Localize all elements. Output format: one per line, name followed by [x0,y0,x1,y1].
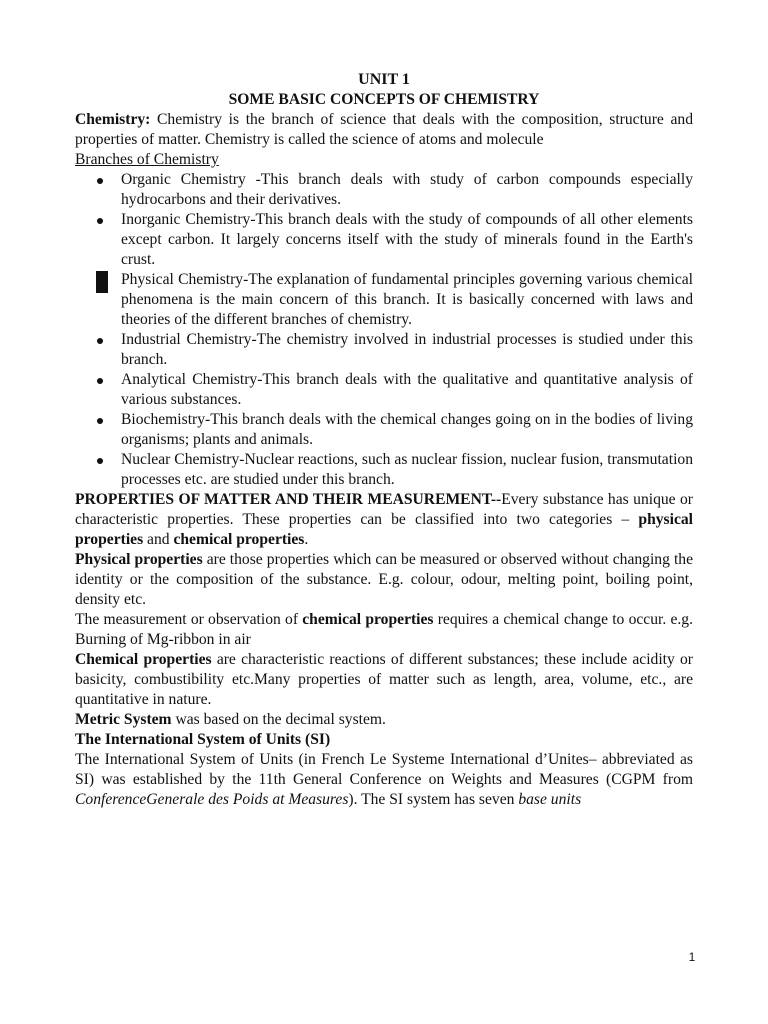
si-italic-name: ConferenceGenerale des Poids at Measures [75,791,349,808]
list-item-text: Physical Chemistry-The explanation of fundamental principles governing various chemical phenomena is the main concern of this branch. It is basically concerned with laws and theories of the different branches of chemistry. [121,271,693,328]
si-heading-text: The International System of Units (SI) [75,731,331,748]
metric-term: Metric System [75,711,172,728]
list-item [75,410,693,450]
physical-properties-term: physical properties [75,511,693,548]
chemistry-text: Chemistry is the branch of science that deals with the composition, structure and properties of matter. Chemistry is called the science of atoms and molecule [75,111,693,148]
branches-heading: Branches of Chemistry [75,151,219,168]
connector-text: and [143,531,174,548]
list-item-text: Inorganic Chemistry-This branch deals with the study of compounds of all other elements except carbon. It largely concerns itself with the study of minerals found in the Earth's crust. [121,211,693,268]
measurement-paragraph [75,610,693,650]
list-item-text: Industrial Chemistry-The chemistry involved in industrial processes is studied under this branch. [121,331,693,368]
square-bullet-icon [96,271,108,293]
list-item [75,210,693,270]
si-heading [75,730,693,750]
chemical-properties-term: chemical properties [173,531,305,548]
list-item-text: Organic Chemistry -This branch deals with study of carbon compounds especially hydrocarbons and their derivatives. [121,171,693,208]
branches-list [75,170,693,490]
chemistry-term: Chemistry: [75,111,151,128]
unit-heading: UNIT 1 [358,71,410,88]
bullet-icon [97,178,103,184]
chemical-text: are characteristic reactions of different substances; these include acidity or basicity, combustibility etc.Many properties of matter such as length, area, volume, etc., are quantitative in nature. [75,651,694,708]
properties-text: Every substance has unique or characteristic properties. These properties can be classified into two categories – [75,491,693,528]
list-item-text: Biochemistry-This branch deals with the chemical changes going on in the bodies of living organisms; plants and animals. [121,411,693,448]
list-item-text: Nuclear Chemistry-Nuclear reactions, such as nuclear fission, nuclear fusion, transmutation processes etc. are studied under this branch. [121,451,693,488]
physical-text: are those properties which can be measured or observed without changing the identity or the composition of the substance. E.g. colour, odour, melting point, boiling point, density etc. [75,551,693,608]
page-number: 1 [688,950,696,964]
measurement-term: chemical properties [302,611,434,628]
list-item [75,450,693,490]
chemical-properties-paragraph [75,650,693,710]
measurement-text: The measurement or observation of [75,611,303,628]
bullet-icon [97,378,103,384]
document-page [75,70,693,810]
bullet-icon [97,218,103,224]
si-text-end: ). The SI system has seven [348,791,519,808]
chemistry-definition [75,110,693,150]
si-base-units: base units [518,791,582,808]
properties-paragraph [75,490,693,550]
period-text: . [304,531,309,548]
physical-term: Physical properties [75,551,203,568]
list-item [75,370,693,410]
properties-heading: PROPERTIES OF MATTER AND THEIR MEASUREMENT-- [75,491,502,508]
bullet-icon [97,338,103,344]
list-item-text: Analytical Chemistry-This branch deals with the qualitative and quantitative analysis of various substances. [121,371,693,408]
si-paragraph [75,750,693,810]
measurement-text-end: requires a chemical change to occur. e.g. Burning of Mg-ribbon in air [75,611,693,648]
si-text: The International System of Units (in French Le Systeme International d’Unites– abbreviated as SI) was established by the 11th General Conference on Weights and Measures (CGPM from [75,751,693,788]
bullet-icon [97,458,103,464]
page-title: SOME BASIC CONCEPTS OF CHEMISTRY [228,91,540,108]
metric-text: was based on the decimal system. [171,711,386,728]
bullet-icon [97,418,103,424]
physical-properties-paragraph [75,550,693,610]
chemical-term: Chemical properties [75,651,212,668]
list-item [75,270,693,330]
list-item [75,170,693,210]
list-item [75,330,693,370]
metric-paragraph [75,710,693,730]
